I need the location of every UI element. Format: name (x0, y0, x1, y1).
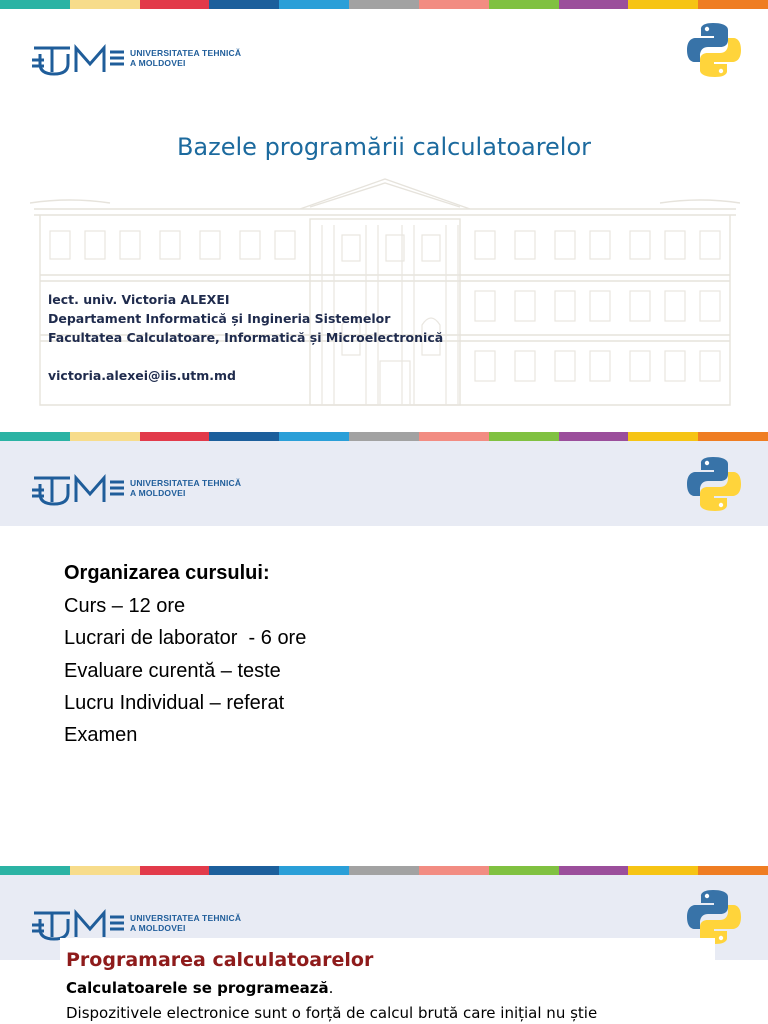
stripe-segment (419, 0, 489, 9)
stripe-segment (698, 866, 768, 875)
stripe-segment (140, 432, 210, 441)
stripe-segment (279, 432, 349, 441)
stripe-segment (209, 432, 279, 441)
body-line-1-tail: . (328, 979, 334, 997)
utm-emblem-icon (30, 38, 126, 78)
stripe-segment (559, 866, 629, 875)
stripe-segment (0, 432, 70, 441)
course-item: Curs – 12 ore (64, 595, 186, 617)
stripe-segment (70, 0, 140, 9)
logo-text-line1: UNIVERSITATEA TEHNICĂ (130, 913, 242, 923)
course-item: Examen (64, 724, 138, 746)
color-stripe (0, 432, 768, 441)
logo-text-line2: A MOLDOVEI (130, 58, 186, 68)
course-item: Lucrari de laborator - 6 ore (64, 627, 307, 649)
stripe-segment (419, 432, 489, 441)
slide-title-programming: Programarea calculatoarelor (66, 949, 374, 971)
presentation-title: Bazele programării calculatoarelor (176, 133, 592, 161)
stripe-segment (349, 432, 419, 441)
stripe-segment (209, 0, 279, 9)
stripe-segment (628, 0, 698, 9)
course-organization-heading: Organizarea cursului: (64, 562, 270, 584)
utm-logo (30, 468, 241, 508)
stripe-segment (559, 432, 629, 441)
stripe-segment (489, 0, 559, 9)
stripe-segment (698, 0, 768, 9)
author-name: lect. univ. Victoria ALEXEI (48, 292, 230, 307)
stripe-segment (0, 0, 70, 9)
body-line-1 (66, 979, 333, 997)
course-item: Evaluare curentă – teste (64, 660, 281, 682)
stripe-segment (419, 866, 489, 875)
stripe-segment (70, 432, 140, 441)
slide-title (0, 0, 768, 432)
color-stripe (0, 866, 768, 875)
python-logo-icon (684, 454, 744, 514)
stripe-segment (628, 432, 698, 441)
slide-programming-intro (0, 866, 768, 1024)
slide-header (0, 441, 768, 526)
stripe-segment (698, 432, 768, 441)
utm-logo (30, 38, 241, 78)
python-logo-icon (684, 20, 744, 80)
contact-email: victoria.alexei@iis.utm.md (48, 368, 236, 383)
faculty-name: Facultatea Calculatoare, Informatică și Microelectronică (48, 330, 444, 345)
utm-emblem-icon (30, 468, 126, 508)
stripe-segment (279, 866, 349, 875)
stripe-segment (489, 866, 559, 875)
stripe-segment (559, 0, 629, 9)
stripe-segment (489, 432, 559, 441)
logo-text-line2: A MOLDOVEI (130, 488, 186, 498)
stripe-segment (279, 0, 349, 9)
logo-text-line2: A MOLDOVEI (130, 923, 186, 933)
logo-text-line1: UNIVERSITATEA TEHNICĂ (130, 478, 242, 488)
stripe-segment (140, 866, 210, 875)
stripe-segment (140, 0, 210, 9)
utm-emblem-icon (30, 903, 126, 943)
utm-logo (30, 903, 241, 943)
stripe-segment (349, 0, 419, 9)
body-line-1-bold: Calculatoarele se programează (66, 979, 329, 997)
stripe-segment (0, 866, 70, 875)
color-stripe (0, 0, 768, 9)
stripe-segment (349, 866, 419, 875)
stripe-segment (70, 866, 140, 875)
body-line-2: Dispozitivele electronice sunt o forță de calcul brută care inițial nu știe (66, 1004, 598, 1022)
slide-course-organization (0, 432, 768, 864)
logo-text-line1: UNIVERSITATEA TEHNICĂ (130, 48, 242, 58)
department-name: Departament Informatică și Ingineria Sistemelor (48, 311, 391, 326)
stripe-segment (209, 866, 279, 875)
stripe-segment (628, 866, 698, 875)
course-item: Lucru Individual – referat (64, 692, 285, 714)
